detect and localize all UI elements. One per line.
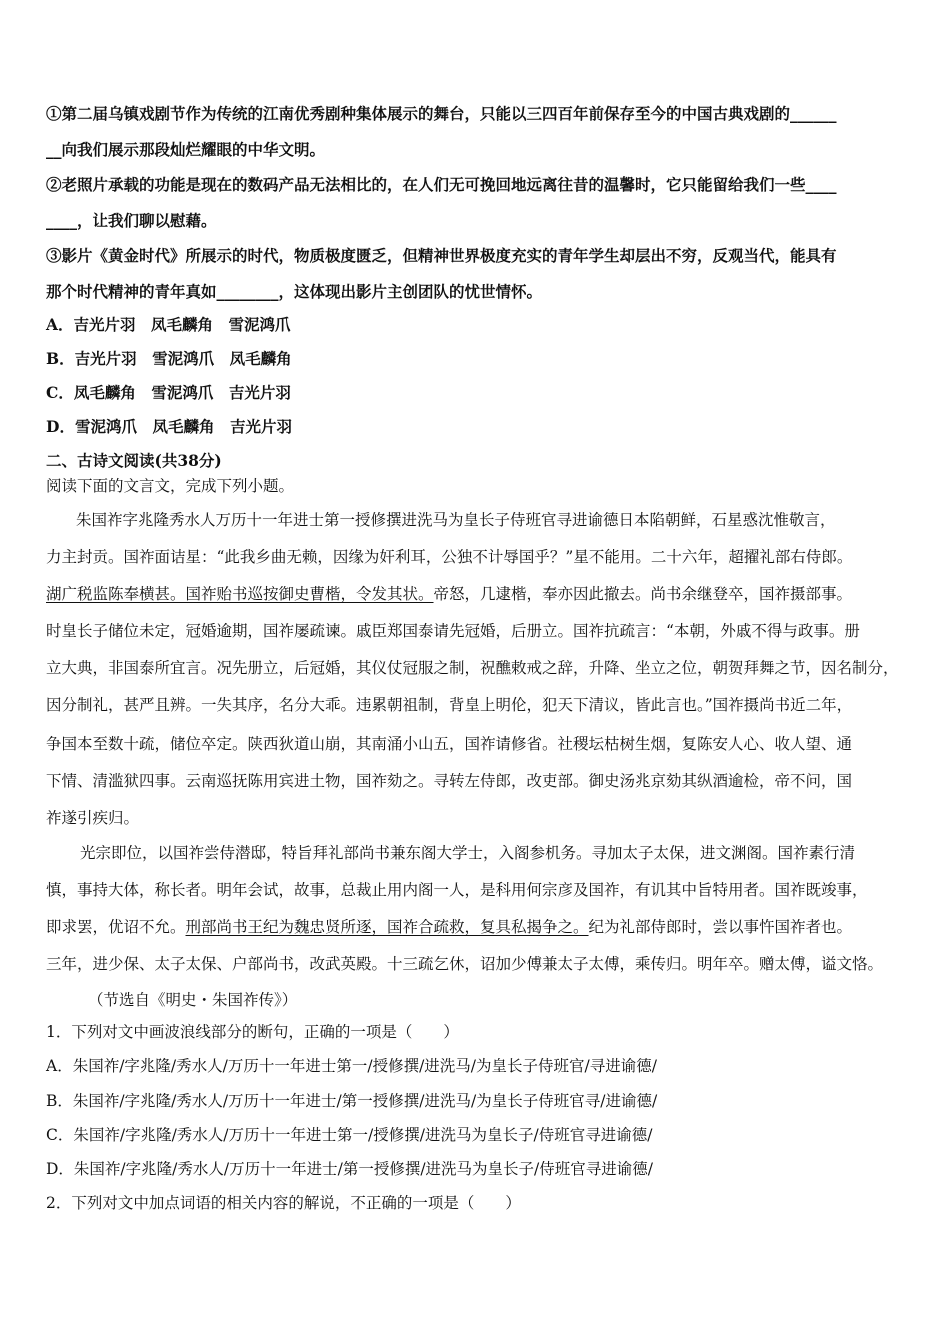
prev-sentence-2a: ②老照片承载的功能是现在的数码产品无法相比的，在人们无可挽回地远离往昔的温馨时，它只能留给我们一些____ (46, 175, 837, 194)
passage-line: 下情、清滥狱四事。云南巡抚陈用宾进土物，国祚劾之。寻转左侍郎，改吏部。御史汤兆京劾其纵酒逾检，帝不问，国 (46, 772, 853, 790)
prev-option-d: D．雪泥鸿爪 凤毛麟角 吉光片羽 (46, 417, 292, 436)
question-1-stem: 1．下列对文中画波浪线部分的断句，正确的一项是（ ） (46, 1023, 459, 1041)
passage-line: 祚遂引疾归。 (46, 809, 140, 827)
passage-line: 朱国祚字兆隆秀水人万历十一年进士第一授修撰进洗马为皇长子侍班官寻进谕德日本陷朝鲜，石星惑沈惟敬言， (76, 511, 836, 529)
prev-sentence-1b: __向我们展示那段灿烂耀眼的中华文明。 (46, 140, 326, 159)
section-title: 二、古诗文阅读(共38分) (46, 451, 222, 470)
prev-sentence-3b: 那个时代精神的青年真如________，这体现出影片主创团队的忧世情怀。 (46, 282, 543, 301)
prev-option-c: C．凤毛麟角 雪泥鸿爪 吉光片羽 (46, 383, 291, 402)
passage-line: 因分制礼，甚严且辨。一失其序，名分大乖。违累朝祖制，背皇上明伦，犯天下清议，皆此言也。”国祚摄尚书近二年， (46, 696, 853, 714)
passage-line: 力主封贡。国祚面诘星：“此我乡曲无赖，因缘为奸利耳，公独不计辱国乎？”星不能用。二十六年，超擢礼部右侍郎。 (46, 548, 853, 566)
passage-line: 争国本至数十疏，储位卒定。陕西狄道山崩，其南涌小山五，国祚请修省。社稷坛枯树生烟，复陈安人心、收人望、通 (46, 735, 853, 753)
passage-line: 慎，事持大体，称长者。明年会试，故事，总裁止用内阁一人，是科用何宗彦及国祚，有讥其中旨特用者。国祚既竣事， (46, 881, 868, 899)
passage-line (46, 917, 852, 937)
wavy-underlined-sentence: 湖广税监陈奉横甚。国祚贻书巡按御史曹楷，令发其状。 (46, 585, 434, 603)
passage-source: （节选自《明史・朱国祚传》） (88, 991, 298, 1009)
underlined-sentence: 刑部尚书王纪为魏忠贤所逐，国祚合疏救，复具私揭争之。 (185, 918, 589, 936)
question-1-option-d: D．朱国祚/字兆隆/秀水人/万历十一年进士/第一授修撰/进洗马为皇长子/侍班官寻进谕德/ (46, 1160, 653, 1178)
question-1-option-a: A．朱国祚/字兆隆/秀水人/万历十一年进士第一/授修撰/进洗马/为皇长子侍班官/寻进谕德/ (46, 1057, 657, 1075)
prev-sentence-1a: ①第二届乌镇戏剧节作为传统的江南优秀剧种集体展示的舞台，只能以三四百年前保存至今的中国古典戏剧的______ (46, 104, 837, 123)
question-1-option-b: B．朱国祚/字兆隆/秀水人/万历十一年进士/第一授修撰/进洗马/为皇长子侍班官寻/进谕德/ (46, 1092, 658, 1110)
prev-sentence-3a: ③影片《黄金时代》所展示的时代，物质极度匮乏，但精神世界极度充实的青年学生却层出不穷，反观当代，能具有 (46, 246, 837, 265)
question-2-stem: 2．下列对文中加点词语的相关内容的解说，不正确的一项是（ ） (46, 1194, 521, 1212)
passage-line: 时皇长子储位未定，冠婚逾期，国祚屡疏谏。戚臣郑国泰请先冠婚，后册立。国祚抗疏言：“本朝，外戚不得与政事。册 (46, 622, 860, 640)
passage-line (46, 584, 852, 604)
prev-sentence-2b: ____，让我们聊以慰藉。 (46, 211, 217, 230)
passage-text: 帝怒，几逮楷，奉亦因此撤去。尚书余继登卒，国祚摄部事。 (433, 585, 853, 603)
passage-line: 光宗即位，以国祚尝侍潜邸，特旨拜礼部尚书兼东阁大学士，入阁参机务。寻加太子太保，进文渊阁。国祚素行清 (80, 844, 856, 862)
section-instruction: 阅读下面的文言文，完成下列小题。 (46, 477, 295, 495)
prev-option-a: A．吉光片羽 凤毛麟角 雪泥鸿爪 (46, 315, 291, 334)
prev-option-b: B．吉光片羽 雪泥鸿爪 凤毛麟角 (46, 349, 292, 368)
question-1-option-c: C．朱国祚/字兆隆/秀水人/万历十一年进士第一/授修撰/进洗马为皇长子/侍班官寻进谕德/ (46, 1126, 653, 1144)
passage-line: 立大典，非国泰所宜言。况先册立，后冠婚，其仪仗冠服之制，祝醮敕戒之辞，升降、坐立之位，朝贺拜舞之节，因名制分， (46, 659, 899, 677)
passage-text: 纪为礼部侍郎时，尝以事忤国祚者也。 (588, 918, 853, 936)
passage-text: 即求罢，优诏不允。 (46, 918, 186, 936)
passage-line: 三年，进少保、太子太保、户部尚书，改武英殿。十三疏乞休，诏加少傅兼太子太傅，乘传归。明年卒。赠太傅，谥文恪。 (46, 955, 884, 973)
